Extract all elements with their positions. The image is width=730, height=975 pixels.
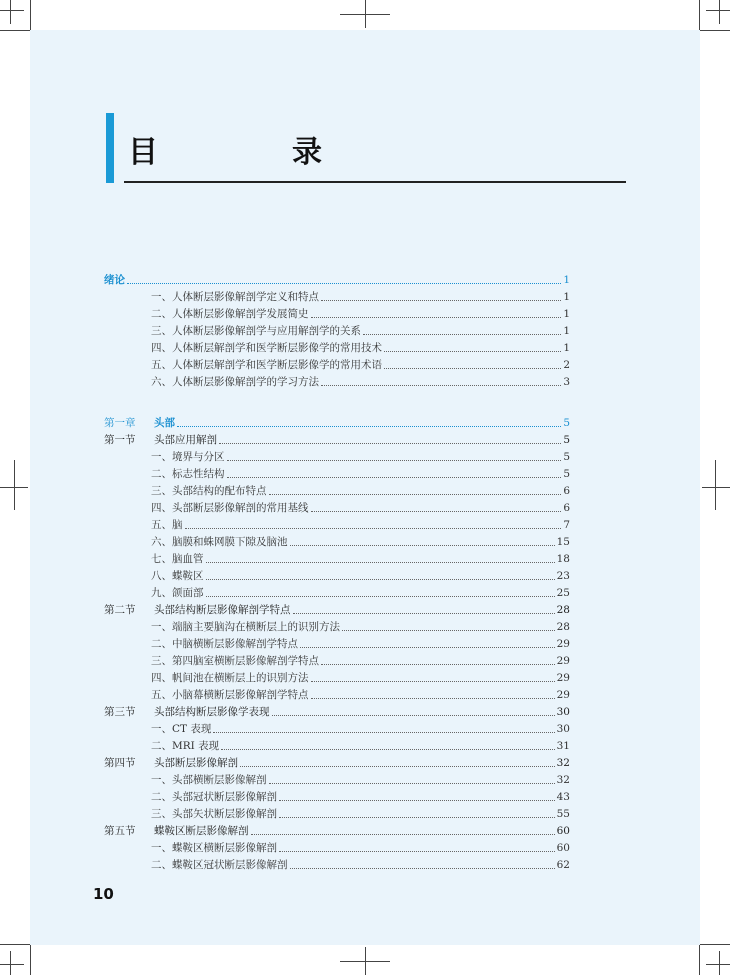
toc-leader-dots bbox=[221, 749, 554, 750]
toc-entry-number: 第一节 bbox=[104, 434, 136, 446]
toc-entry-page: 6 bbox=[563, 502, 570, 514]
toc-leader-dots bbox=[206, 596, 555, 597]
toc-entry-page: 55 bbox=[556, 808, 570, 820]
toc-entry-page: 7 bbox=[563, 519, 570, 531]
toc-entry-label: 一、头部横断层影像解剖 bbox=[151, 774, 267, 786]
page-number: 10 bbox=[93, 885, 114, 903]
toc-leader-dots bbox=[293, 613, 555, 614]
toc-entry-page: 15 bbox=[556, 536, 570, 548]
toc-entry[interactable] bbox=[104, 413, 570, 430]
toc-leader-dots bbox=[311, 698, 555, 699]
toc-entry[interactable] bbox=[104, 321, 570, 338]
toc-entry-page: 2 bbox=[563, 359, 570, 371]
toc-leader-dots bbox=[279, 817, 555, 818]
toc-entry-label: 三、第四脑室横断层影像解剖学特点 bbox=[151, 655, 319, 667]
toc-entry[interactable] bbox=[104, 447, 570, 464]
toc-entry-page: 29 bbox=[556, 672, 570, 684]
toc-entry-label: 二、人体断层影像解剖学发展简史 bbox=[151, 308, 309, 320]
toc-entry-page: 1 bbox=[563, 325, 570, 337]
toc-entry-page: 30 bbox=[556, 723, 570, 735]
toc-entry-label: 头部应用解剖 bbox=[154, 434, 217, 446]
toc-entry-page: 5 bbox=[563, 468, 570, 480]
toc-entry-page: 18 bbox=[556, 553, 570, 565]
toc-leader-dots bbox=[321, 385, 561, 386]
toc-entry-label: 二、头部冠状断层影像解剖 bbox=[151, 791, 277, 803]
toc-leader-dots bbox=[251, 834, 555, 835]
toc-leader-dots bbox=[177, 426, 561, 427]
toc-entry-label: 一、境界与分区 bbox=[151, 451, 225, 463]
toc-entry-label: 六、脑膜和蛛网膜下隙及脑池 bbox=[151, 536, 288, 548]
toc-entry-label: 三、人体断层影像解剖学与应用解剖学的关系 bbox=[151, 325, 361, 337]
toc-entry-label: 二、MRI 表现 bbox=[151, 740, 220, 752]
toc-entry-label: 四、人体断层解剖学和医学断层影像学的常用技术 bbox=[151, 342, 382, 354]
toc-entry[interactable] bbox=[104, 770, 570, 787]
toc-entry[interactable] bbox=[104, 787, 570, 804]
toc-leader-dots bbox=[206, 579, 555, 580]
toc-entry[interactable] bbox=[104, 855, 570, 872]
toc-entry[interactable] bbox=[104, 702, 570, 719]
toc-entry-page: 5 bbox=[563, 417, 570, 429]
toc-entry[interactable] bbox=[104, 668, 570, 685]
toc-entry-number: 第一章 bbox=[104, 417, 136, 429]
toc-entry[interactable] bbox=[104, 600, 570, 617]
toc-leader-dots bbox=[127, 283, 561, 284]
toc-leader-dots bbox=[384, 368, 561, 369]
toc-leader-dots bbox=[290, 545, 555, 546]
toc-entry-page: 6 bbox=[563, 485, 570, 497]
toc-entry[interactable] bbox=[104, 549, 570, 566]
toc-entry-label: 五、脑 bbox=[151, 519, 183, 531]
toc-entry-page: 28 bbox=[556, 621, 570, 633]
toc-entry[interactable] bbox=[104, 583, 570, 600]
toc-leader-dots bbox=[342, 630, 555, 631]
toc-entry[interactable] bbox=[104, 804, 570, 821]
toc-entry[interactable] bbox=[104, 736, 570, 753]
toc-entry[interactable] bbox=[104, 270, 570, 287]
toc-entry-label: 五、人体断层解剖学和医学断层影像学的常用术语 bbox=[151, 359, 382, 371]
toc-entry-page: 5 bbox=[563, 451, 570, 463]
toc-leader-dots bbox=[206, 562, 555, 563]
toc-leader-dots bbox=[311, 681, 555, 682]
toc-leader-dots bbox=[311, 317, 562, 318]
toc-entry-label: 四、帆间池在横断层上的识别方法 bbox=[151, 672, 309, 684]
toc-entry-label: 三、头部矢状断层影像解剖 bbox=[151, 808, 277, 820]
toc-entry-page: 28 bbox=[556, 604, 570, 616]
toc-entry-page: 32 bbox=[556, 757, 570, 769]
toc-entry[interactable] bbox=[104, 498, 570, 515]
toc-entry[interactable] bbox=[104, 304, 570, 321]
toc-leader-dots bbox=[279, 851, 555, 852]
toc-leader-dots bbox=[272, 715, 555, 716]
toc-entry-label: 九、颌面部 bbox=[151, 587, 204, 599]
toc-entry-page: 1 bbox=[563, 308, 570, 320]
toc-leader-dots bbox=[300, 647, 555, 648]
toc-entry[interactable] bbox=[104, 821, 570, 838]
toc-entry-label: 七、脑血管 bbox=[151, 553, 204, 565]
toc-entry[interactable] bbox=[104, 617, 570, 634]
toc-entry-page: 32 bbox=[556, 774, 570, 786]
toc-entry-label: 头部结构断层影像学表现 bbox=[154, 706, 270, 718]
toc-entry[interactable] bbox=[104, 338, 570, 355]
toc-entry-page: 1 bbox=[563, 274, 570, 286]
toc-leader-dots bbox=[321, 664, 555, 665]
toc-entry-page: 1 bbox=[563, 342, 570, 354]
toc-entry-label: 二、中脑横断层影像解剖学特点 bbox=[151, 638, 298, 650]
toc-entry-page: 30 bbox=[556, 706, 570, 718]
toc-entry-number: 第五节 bbox=[104, 825, 136, 837]
toc-entry-label: 头部断层影像解剖 bbox=[154, 757, 238, 769]
toc-entry-page: 31 bbox=[556, 740, 570, 752]
toc-entry[interactable] bbox=[104, 287, 570, 304]
toc-entry-page: 5 bbox=[563, 434, 570, 446]
toc-entry[interactable] bbox=[104, 515, 570, 532]
toc-entry-label: 八、蝶鞍区 bbox=[151, 570, 204, 582]
toc-leader-dots bbox=[227, 477, 562, 478]
toc-entry-label: 二、蝶鞍区冠状断层影像解剖 bbox=[151, 859, 288, 871]
toc-entry-label: 二、标志性结构 bbox=[151, 468, 225, 480]
toc-leader-dots bbox=[213, 732, 554, 733]
toc-entry-page: 29 bbox=[556, 655, 570, 667]
toc-entry-label: 五、小脑幕横断层影像解剖学特点 bbox=[151, 689, 309, 701]
title-underline bbox=[124, 181, 626, 183]
toc-entry-page: 29 bbox=[556, 638, 570, 650]
toc-leader-dots bbox=[384, 351, 561, 352]
toc-leader-dots bbox=[269, 494, 562, 495]
toc-entry-number: 第二节 bbox=[104, 604, 136, 616]
toc-entry[interactable] bbox=[104, 685, 570, 702]
toc-entry[interactable] bbox=[104, 430, 570, 447]
toc-entry-label: 头部结构断层影像解剖学特点 bbox=[154, 604, 291, 616]
toc-leader-dots bbox=[240, 766, 555, 767]
toc-entry-label: 一、端脑主要脑沟在横断层上的识别方法 bbox=[151, 621, 340, 633]
toc-entry[interactable] bbox=[104, 634, 570, 651]
toc-entry-label: 一、蝶鞍区横断层影像解剖 bbox=[151, 842, 277, 854]
toc-entry[interactable] bbox=[104, 532, 570, 549]
toc-leader-dots bbox=[290, 868, 555, 869]
toc-entry-page: 29 bbox=[556, 689, 570, 701]
toc-entry[interactable] bbox=[104, 481, 570, 498]
toc-entry-number: 第三节 bbox=[104, 706, 136, 718]
toc-entry[interactable] bbox=[104, 719, 570, 736]
toc-entry-number: 第四节 bbox=[104, 757, 136, 769]
toc-entry-page: 23 bbox=[556, 570, 570, 582]
toc-entry-label: 绪论 bbox=[104, 274, 125, 286]
toc-entry[interactable] bbox=[104, 651, 570, 668]
toc-leader-dots bbox=[185, 528, 562, 529]
toc-entry-page: 62 bbox=[556, 859, 570, 871]
toc-entry-label: 一、CT 表现 bbox=[151, 723, 212, 735]
toc-entry[interactable] bbox=[104, 566, 570, 583]
toc-leader-dots bbox=[321, 300, 561, 301]
toc-entry[interactable] bbox=[104, 355, 570, 372]
toc-entry-page: 25 bbox=[556, 587, 570, 599]
toc-entry[interactable] bbox=[104, 372, 570, 389]
toc-entry-label: 一、人体断层影像解剖学定义和特点 bbox=[151, 291, 319, 303]
toc-entry-page: 60 bbox=[556, 842, 570, 854]
toc-entry-label: 三、头部结构的配布特点 bbox=[151, 485, 267, 497]
toc-entry[interactable] bbox=[104, 753, 570, 770]
toc-entry-label: 头部 bbox=[154, 417, 175, 429]
toc-leader-dots bbox=[219, 443, 561, 444]
toc-entry-label: 四、头部断层影像解剖的常用基线 bbox=[151, 502, 309, 514]
toc-entry-page: 60 bbox=[556, 825, 570, 837]
toc-leader-dots bbox=[311, 511, 562, 512]
toc-entry-label: 六、人体断层影像解剖学的学习方法 bbox=[151, 376, 319, 388]
toc-entry-page: 3 bbox=[563, 376, 570, 388]
toc-leader-dots bbox=[269, 783, 555, 784]
toc-entry-page: 43 bbox=[556, 791, 570, 803]
title-accent-bar bbox=[106, 113, 114, 183]
toc-entry[interactable] bbox=[104, 838, 570, 855]
toc-leader-dots bbox=[363, 334, 561, 335]
page-title: 目 录 bbox=[128, 135, 374, 170]
toc-entry-page: 1 bbox=[563, 291, 570, 303]
toc-entry[interactable] bbox=[104, 464, 570, 481]
toc-leader-dots bbox=[279, 800, 555, 801]
toc-entry-label: 蝶鞍区断层影像解剖 bbox=[154, 825, 249, 837]
toc-leader-dots bbox=[227, 460, 562, 461]
